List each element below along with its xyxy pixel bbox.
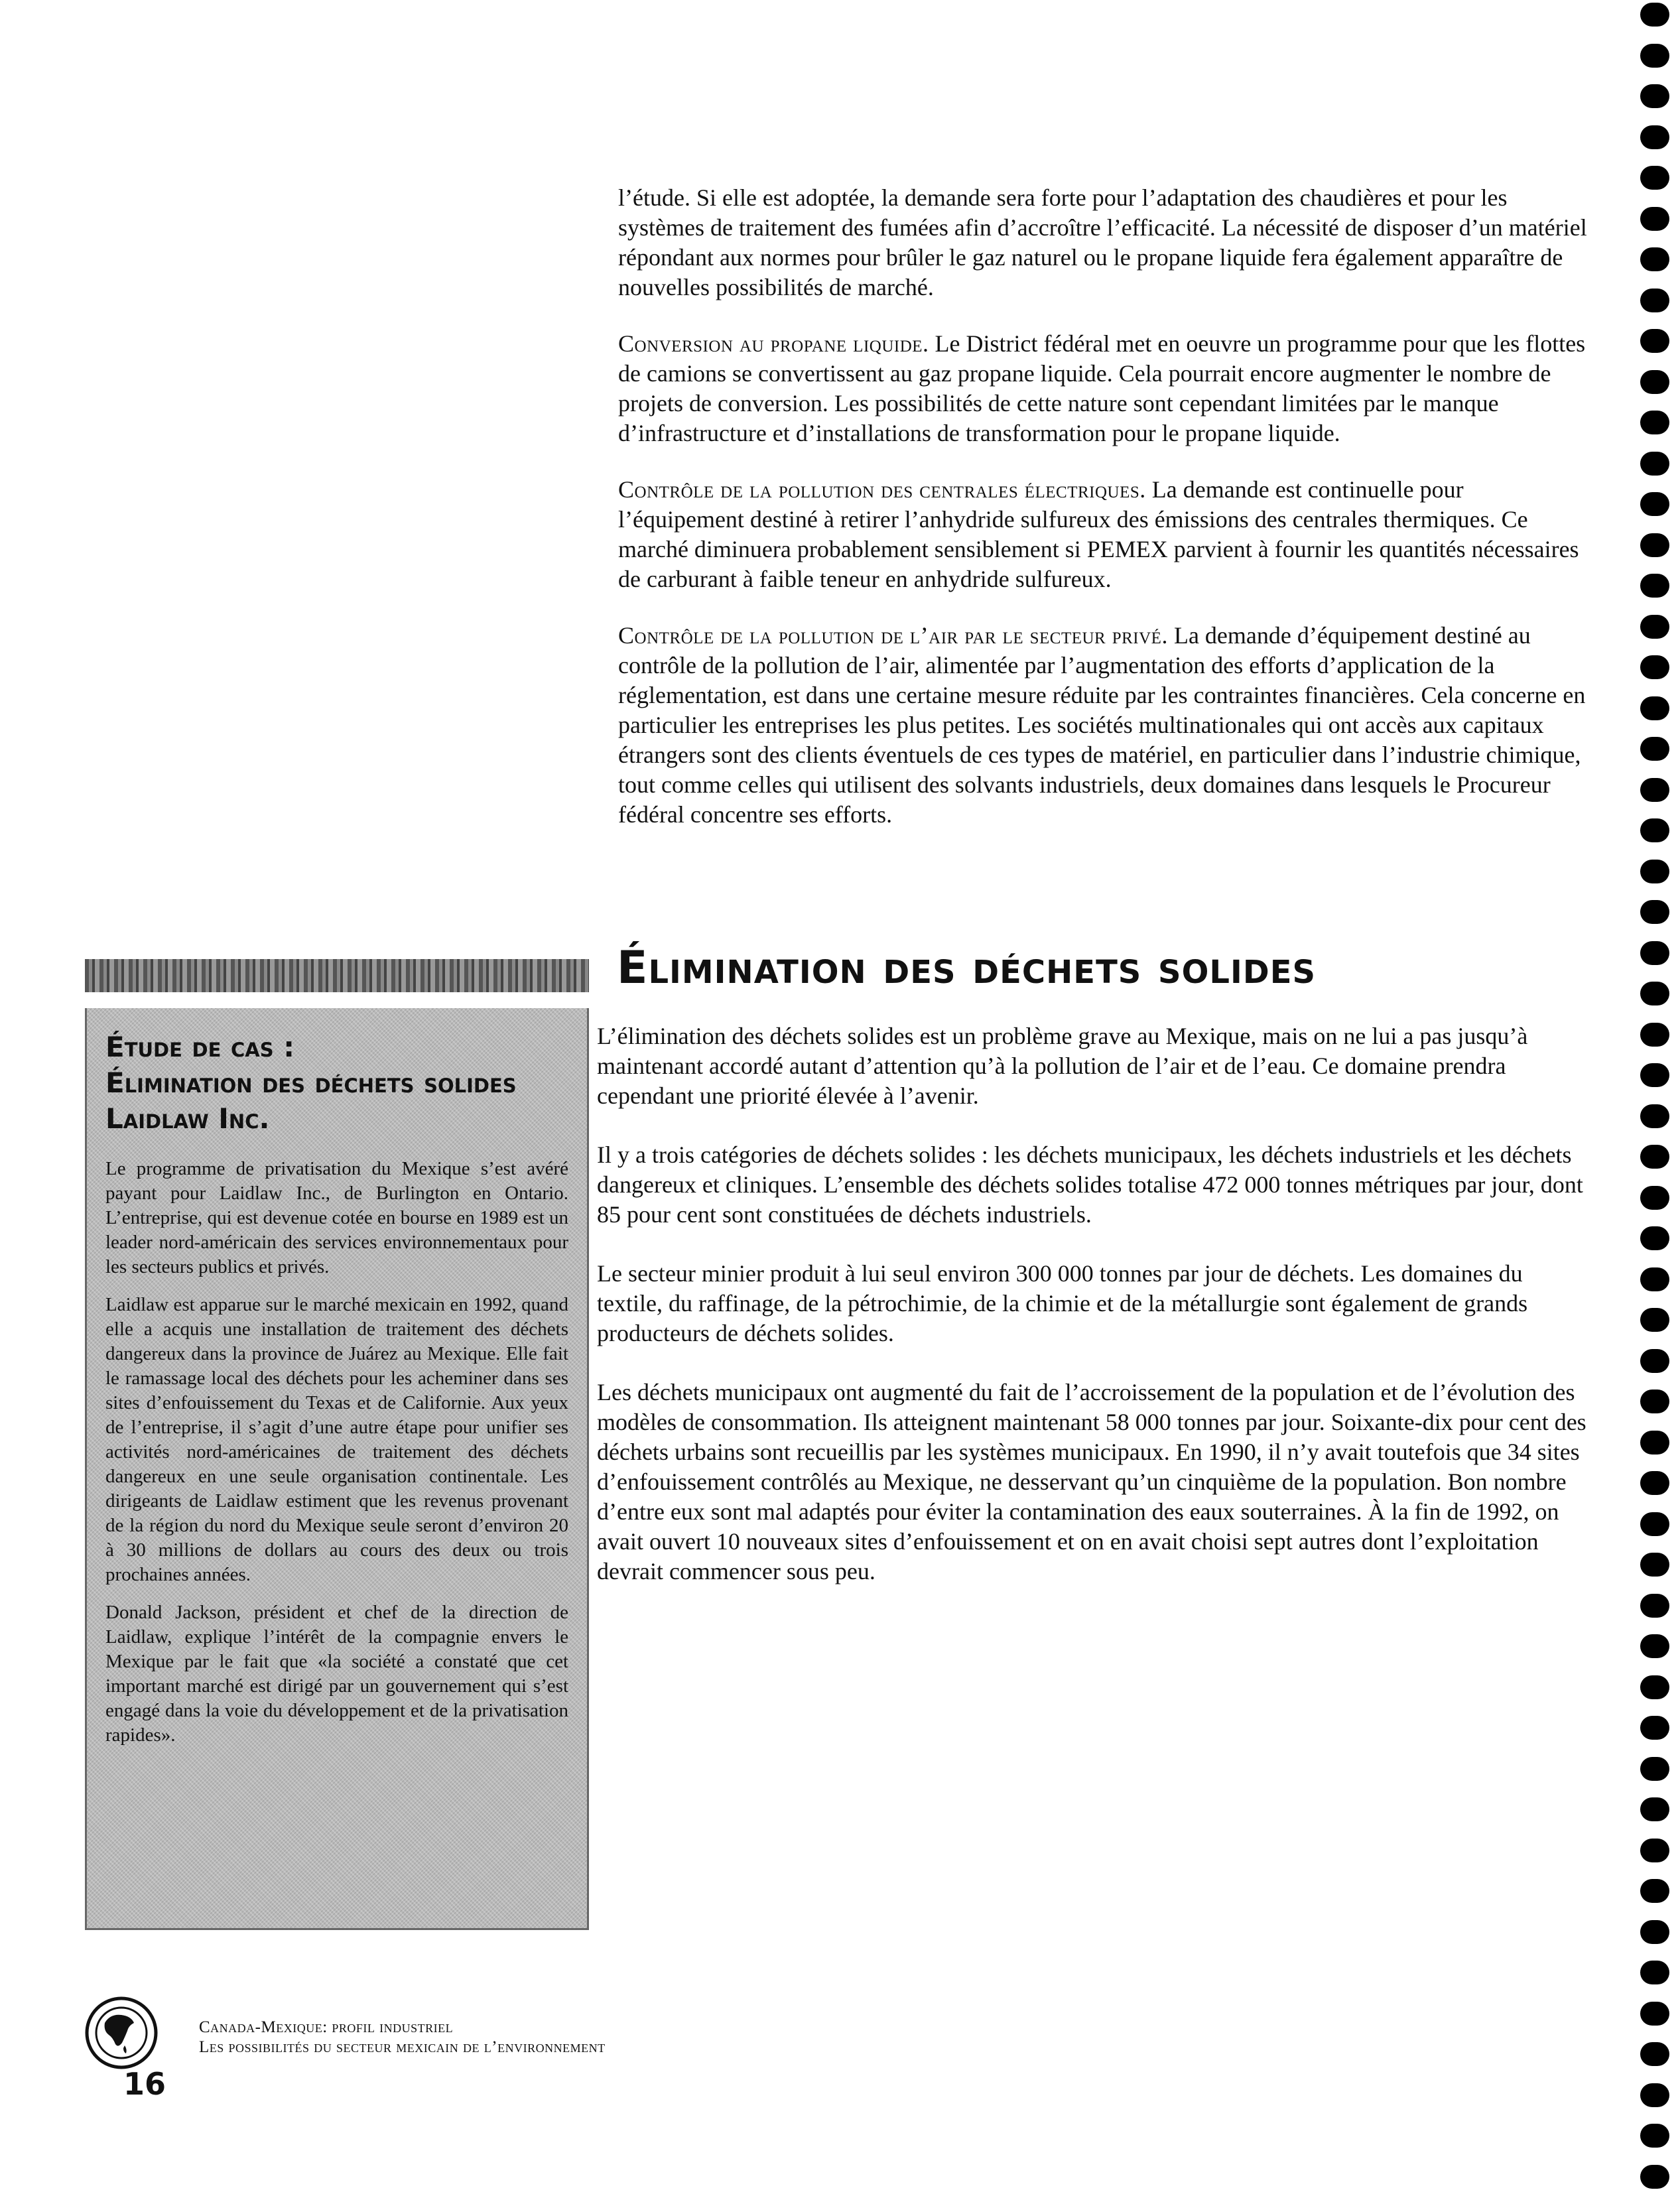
section-paragraph: Les déchets municipaux ont augmenté du fait de l’accroissement de la population et de l’évolution des modèles de consommation. Ils atteignent maintenant 58 000 tonnes par jour. Soixante-dix pour cent des déchets urbains sont recueillis par les systèmes municipaux. En 1990, il n’y avait toutefois que 34 sites d’enfouissement contrôlés au Mexique, ne desservant qu’un cinquième de la population. Bon nombre d’entre eux sont mal adaptés pour éviter la contamination des eaux souterraines. À la fin de 1992, on avait ouvert 10 nouveaux sites d’enfouissement et on en avait choisi sept autres dont l’exploitation devrait commencer sous peu. xyxy=(597,1379,1586,1585)
paragraph-text: La demande est continuelle pour l’équipement destiné à retirer l’anhydride sulfureux des émissions des centrales thermiques. Ce marché diminuera probablement sensiblement si PEMEX parvient à fournir les quantités nécessaires de carburant à faible teneur en anhydride sulfureux. xyxy=(618,476,1579,592)
binding-hole xyxy=(1640,247,1669,271)
binding-hole xyxy=(1640,1512,1669,1536)
binding-hole xyxy=(1640,3,1669,27)
binding-hole xyxy=(1640,1634,1669,1658)
sidebar-header-band xyxy=(85,959,589,992)
binding-hole xyxy=(1640,1104,1669,1128)
binding-hole xyxy=(1640,492,1669,516)
binding-hole xyxy=(1640,655,1669,679)
binding-hole xyxy=(1640,1267,1669,1291)
case-study-paragraph: Donald Jackson, président et chef de la direction de Laidlaw, explique l’intérêt de la compagnie envers le Mexique par le fait que «la société a constaté que cet important marché est dirigé par un gouvernement qui s’est engagé dans la voie du développement et de la privatisation rapides». xyxy=(105,1602,568,1746)
binding-hole xyxy=(1640,1553,1669,1577)
binding-hole xyxy=(1640,860,1669,883)
section-paragraph: Il y a trois catégories de déchets solides : les déchets municipaux, les déchets industriels et les déchets dangereux et cliniques. L’ensemble des déchets solides totalise 472 000 tonnes métriques par jour, dont 85 pour cent sont constituées de déchets industriels. xyxy=(597,1141,1583,1228)
paragraph-text: La demande d’équipement destiné au contrôle de la pollution de l’air, alimentée par l’augmentation des efforts d’application de la réglementation, est dans une certaine mesure réduite par les contraintes financières. Cela concerne en particulier les entreprises les plus petites. Les sociétés multinationales qui ont accès aux capitaux étrangers sont des clients éventuels de ces types de matériel, en particulier dans l’industrie chimique, tout comme celles qui utilisent des solvants industriels, deux domaines dans lesquels le Procureur fédéral concentre ses efforts. xyxy=(618,622,1586,828)
case-study-title-line: Étude de cas : xyxy=(105,1031,295,1063)
binding-hole xyxy=(1640,370,1669,394)
binding-hole xyxy=(1640,778,1669,802)
case-study-paragraph: Laidlaw est apparue sur le marché mexicain en 1992, quand elle a acquis une installation de traitement des déchets dangereux dans la province de Juárez au Mexique. Elle fait le ramassage local des déchets pour les acheminer dans ses sites d’enfouissement du Texas et de Californie. Aux yeux de l’entreprise, il s’agit d’une autre étape pour unifier ses activités nord-américaines de traitement des déchets dangereux en une seule organisation continentale. Les dirigeants de Laidlaw estiment que les revenus provenant de la région du nord du Mexique seule seront d’environ 20 à 30 millions de dollars au cours des deux ou trois prochaines années. xyxy=(105,1294,568,1585)
binding-hole xyxy=(1640,84,1669,108)
binding-hole xyxy=(1640,2124,1669,2148)
binding-hole xyxy=(1640,411,1669,434)
paragraph-continuation xyxy=(618,183,1593,302)
binding-hole xyxy=(1640,2165,1669,2189)
binding-hole xyxy=(1640,737,1669,761)
binding-hole xyxy=(1640,1308,1669,1332)
footer-line-1: Canada-Mexique: profil industriel xyxy=(199,2018,454,2036)
binding-hole xyxy=(1640,1023,1669,1047)
binding-hole xyxy=(1640,1431,1669,1455)
case-study-title-line: Élimination des déchets solides xyxy=(105,1067,517,1099)
binding-hole xyxy=(1640,1390,1669,1413)
paragraph-power-plants xyxy=(618,475,1593,594)
binding-hole xyxy=(1640,1757,1669,1781)
binding-hole xyxy=(1640,1063,1669,1087)
binding-hole xyxy=(1640,329,1669,353)
binding-hole xyxy=(1640,1961,1669,1984)
binding-hole xyxy=(1640,941,1669,965)
binding-hole xyxy=(1640,1145,1669,1169)
north-america-globe-icon xyxy=(85,1996,158,2069)
binding-hole xyxy=(1640,1471,1669,1495)
binding-hole xyxy=(1640,1594,1669,1618)
binding-hole xyxy=(1640,2042,1669,2066)
paragraph-propane xyxy=(618,329,1593,448)
binding-hole xyxy=(1640,289,1669,312)
binding-hole xyxy=(1640,1879,1669,1903)
page-number: 16 xyxy=(123,2066,166,2102)
section-heading: Élimination des déchets solides xyxy=(617,942,1317,994)
case-study-paragraph: Le programme de privatisation du Mexique s’est avéré payant pour Laidlaw Inc., de Burlington en Ontario. L’entreprise, qui est devenue cotée en bourse en 1989 est un leader nord-américain des services environnementaux pour les secteurs publics et privés. xyxy=(105,1158,568,1277)
binding-hole xyxy=(1640,44,1669,68)
section-paragraph: L’élimination des déchets solides est un problème grave au Mexique, mais on ne lui a pas jusqu’à maintenant accordé autant d’attention qu’à la pollution de l’air et de l’eau. Ce domaine prendra cependant une priorité élevée à l’avenir. xyxy=(597,1023,1528,1109)
binding-hole xyxy=(1640,615,1669,639)
binding-hole xyxy=(1640,982,1669,1005)
footer-caption xyxy=(199,2018,606,2057)
case-study-title-line: Laidlaw Inc. xyxy=(105,1102,270,1135)
binding-hole xyxy=(1640,1675,1669,1699)
case-study-sidebar xyxy=(85,1008,589,1930)
binding-hole xyxy=(1640,166,1669,190)
binding-hole xyxy=(1640,900,1669,924)
binding-hole xyxy=(1640,696,1669,720)
binding-hole xyxy=(1640,125,1669,149)
paragraph-lead: Conversion au propane liquide. xyxy=(618,330,929,357)
case-study-title xyxy=(105,1029,568,1137)
binding-hole xyxy=(1640,1797,1669,1821)
binding-hole xyxy=(1640,1716,1669,1740)
binding-hole xyxy=(1640,1186,1669,1210)
binding-hole xyxy=(1640,452,1669,476)
binding-hole xyxy=(1640,2002,1669,2026)
main-column xyxy=(618,183,1593,856)
section-body xyxy=(597,1021,1592,1616)
binding-hole xyxy=(1640,2083,1669,2107)
binding-hole xyxy=(1640,1920,1669,1944)
paragraph-lead: Contrôle de la pollution de l’air par le secteur privé. xyxy=(618,622,1168,649)
binding-hole xyxy=(1640,1226,1669,1250)
paragraph-text: Le District fédéral met en oeuvre un programme pour que les flottes de camions se convertissent au gaz propane liquide. Cela pourrait encore augmenter le nombre de projets de conversion. Les possibilités de cette nature sont cependant limitées par le manque d’infrastructure et d’installations de transformation pour le propane liquide. xyxy=(618,330,1586,446)
binding-hole xyxy=(1640,207,1669,231)
binding-hole xyxy=(1640,1839,1669,1862)
paragraph-text: l’étude. Si elle est adoptée, la demande sera forte pour l’adaptation des chaudières et pour les systèmes de traitement des fumées afin d’accroître l’efficacité. La nécessité de disposer d’un matériel répondant aux normes pour brûler le gaz naturel ou le propane liquide fera également apparaître de nouvelles possibilités de marché. xyxy=(618,184,1587,300)
binding-hole xyxy=(1640,1349,1669,1373)
paragraph-lead: Contrôle de la pollution des centrales électriques. xyxy=(618,476,1146,503)
binding-hole xyxy=(1640,574,1669,598)
section-paragraph: Le secteur minier produit à lui seul environ 300 000 tonnes par jour de déchets. Les domaines du textile, du raffinage, de la pétrochimie, de la chimie et de la métallurgie sont également de grands producteurs de déchets solides. xyxy=(597,1260,1528,1346)
paragraph-private-air xyxy=(618,621,1593,830)
binding-hole xyxy=(1640,818,1669,842)
footer-line-2: Les possibilités du secteur mexicain de l’environnement xyxy=(199,2038,606,2056)
binding-hole xyxy=(1640,533,1669,557)
binding-holes xyxy=(1640,0,1671,2200)
